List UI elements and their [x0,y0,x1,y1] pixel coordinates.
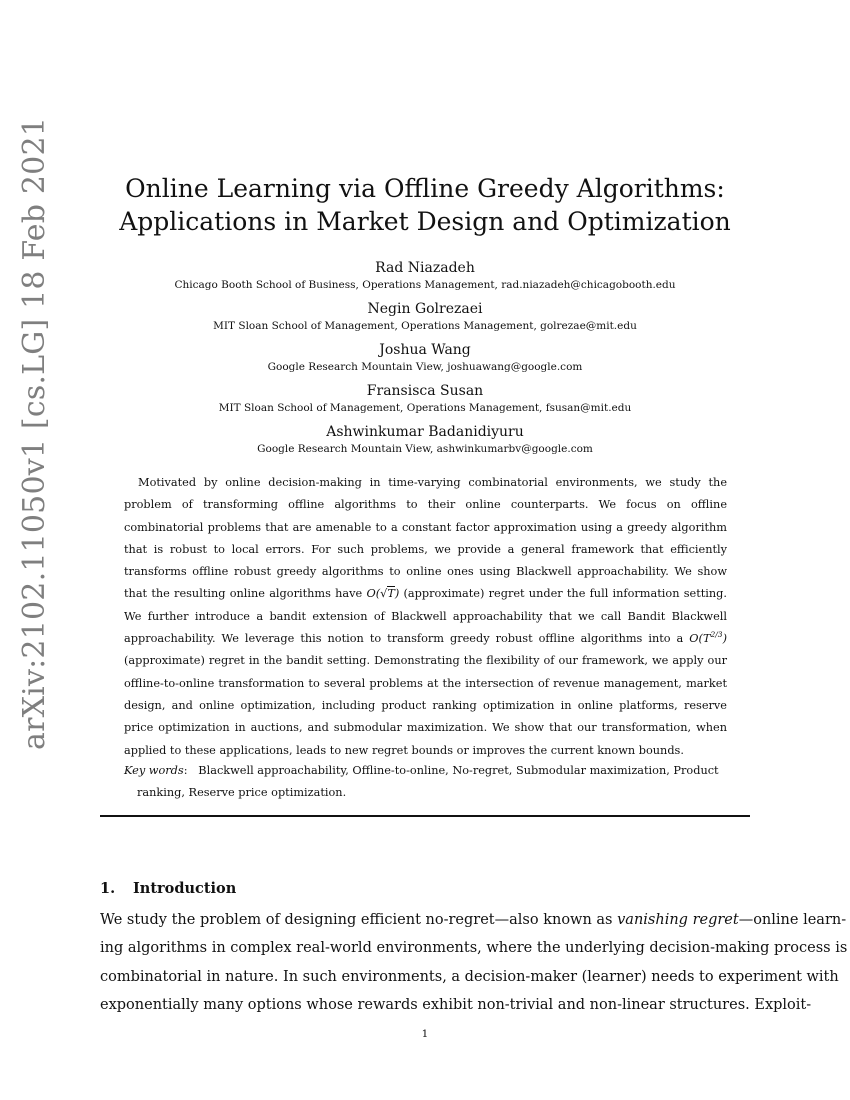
keywords-label: Key words [124,764,184,777]
math-big-o-sqrt-t: O(√T) [366,587,400,601]
intro-line-3: combinatorial in nature. In such environments, a decision-maker (learner) needs to experiment with [100,968,839,985]
title-line-1: Online Learning via Offline Greedy Algorithms: [125,174,725,203]
section-number: 1. [100,880,116,897]
title-line-2: Applications in Market Design and Optimization [119,207,731,236]
paper-title [60,172,790,238]
abstract [124,472,727,762]
keywords-line-1: Key words: Blackwell approachability, Offline-to-online, No-regret, Submodular maximization, Product [124,764,719,777]
abstract-text-1: Motivated by online decision-making in time-varying combinatorial environments, we study the problem of transforming offline algorithms to their online counterparts. We focus on offline combinatorial problems that are amenable to a constant factor approximation using a greedy algorithm that is robust to local errors. For such problems, we provide a general framework that efficiently transforms offline robust greedy algorithms to online ones using Blackwell approachability. We show that the resulting online algorithms have [124,476,727,601]
author-name: Rad Niazadeh [375,260,475,276]
author-affiliation: Google Research Mountain View, ashwinkumarbv@google.com [257,443,593,455]
intro-paragraph [100,906,848,1020]
page-number: 1 [421,1028,429,1040]
keywords [124,760,727,805]
section-divider [100,815,750,817]
emphasis-vanishing-regret: vanishing regret [617,912,739,928]
author-block-3 [60,341,790,374]
author-affiliation: MIT Sloan School of Management, Operations Management, golrezae@mit.edu [213,320,637,332]
intro-line-4: exponentially many options whose rewards exhibit non-trivial and non-linear structures. Exploit- [100,997,812,1014]
author-affiliation: Chicago Booth School of Business, Operations Management, rad.niazadeh@chicagobooth.edu [174,279,676,291]
author-name: Fransisca Susan [366,383,484,399]
abstract-text-2: (approximate) regret under the full information setting. We further introduce a bandit extension of Blackwell approachability that we call Bandit Blackwell approachability. We leverage this notion to transform greedy robust offline algorithms into a [124,587,727,646]
intro-line-1: We study the problem of designing efficient no-regret—also known as vanishing regret—online learn- [100,912,847,928]
section-heading [100,879,236,899]
intro-line-2: ing algorithms in complex real-world environments, where the underlying decision-making process is [100,940,848,957]
keywords-text-1: Blackwell approachability, Offline-to-online, No-regret, Submodular maximization, Product [198,764,719,777]
author-name: Ashwinkumar Badanidiyuru [326,424,524,440]
math-big-o-t-two-thirds: $O(T^{2/3})$ [689,630,727,646]
author-block-1 [60,259,790,292]
keywords-line-2: ranking, Reserve price optimization. [137,786,347,800]
author-affiliation: Google Research Mountain View, joshuawang@google.com [267,361,583,373]
author-block-5 [60,423,790,456]
author-block-2 [60,300,790,333]
author-affiliation: MIT Sloan School of Management, Operations Management, fsusan@mit.edu [218,402,632,414]
abstract-text-3: (approximate) regret in the bandit setting. Demonstrating the flexibility of our framework, we apply our offline-to-online transformation to several problems at the intersection of revenue management, market design, and online optimization, including product ranking optimization in online platforms, reserve price optimization in auctions, and submodular maximization. We show that our transformation, when applied to these applications, leads to new regret bounds or improves the current known bounds. [124,654,727,757]
section-title: Introduction [133,880,237,897]
author-name: Negin Golrezaei [367,301,483,317]
author-block-4 [60,382,790,415]
arxiv-identifier-stamp: arXiv:2102.11050v1 [cs.LG] 18 Feb 2021 [17,116,52,750]
author-name: Joshua Wang [379,342,471,358]
